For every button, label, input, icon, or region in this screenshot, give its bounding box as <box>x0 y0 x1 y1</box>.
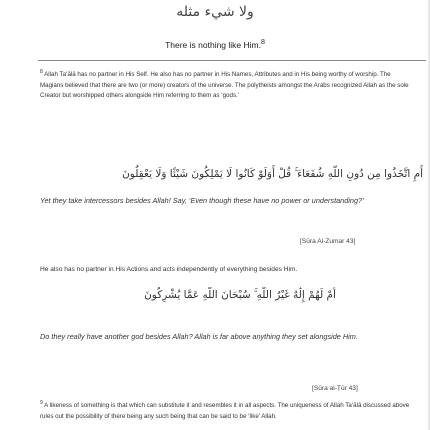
body-paragraph: He also has no partner in His Actions and acts independently of everything besides Him. <box>40 266 298 273</box>
verse-one-translation: Yet they take intercessors besides Allah! Say, ‘Even though these have no power or understanding?’ <box>40 196 364 205</box>
footnote-top <box>40 67 415 102</box>
heading-footnote-marker: 8 <box>260 38 265 46</box>
english-heading <box>0 38 430 50</box>
verse-two-arabic: أَمْ لَهُمْ إِلَٰهٌ غَيْرُ اللَّهِ ۚ سُبْحَانَ اللَّهِ عَمَّا يُشْرِكُونَ <box>144 289 336 301</box>
footnote-bottom-marker: 9 <box>40 400 43 406</box>
footnote-top-marker: 8 <box>40 69 43 75</box>
verse-one-arabic: أَمِ اتَّخَذُوا مِن دُونِ اللَّهِ شُفَعَاءَ ۚ قُلْ أَوَلَوْ كَانُوا لَا يَمْلِكُونَ شَيْئًا وَلَا يَعْقِلُونَ <box>122 168 423 180</box>
arabic-heading: ولا شيء مثله <box>176 4 254 20</box>
english-heading-text: There is nothing like Him. <box>165 39 261 50</box>
footnote-bottom-text: A likeness of something is that which can substitute it and resembles it in all aspects. The uniqueness of Allah Ta‘ālā discussed above rules out the possibility of there being any such being that can be said to be ‘like’ Allah. <box>40 402 410 420</box>
footnote-bottom <box>40 398 415 422</box>
verse-two-reference: [Sūra al-Ṭūr 43] <box>312 385 358 392</box>
verse-two-translation: Do they really have another god besides Allah? Allah is far above anything they set alongside Him. <box>40 332 358 341</box>
footnote-top-text: Allah Ta‘ālā has no partner in His Self. He also has no partner in His Names, Attributes and in His being worthy of worship. The Magians believed that there are two (or more) creators of the universe. The polytheists amongst the Arabs recognized Allah as the sole Creator but worshipped others alongside Him referring to them as ‘gods.’ <box>40 71 409 100</box>
verse-one-reference: [Sūra Al-Zumar 43] <box>300 238 356 245</box>
footnote-divider <box>38 60 426 61</box>
